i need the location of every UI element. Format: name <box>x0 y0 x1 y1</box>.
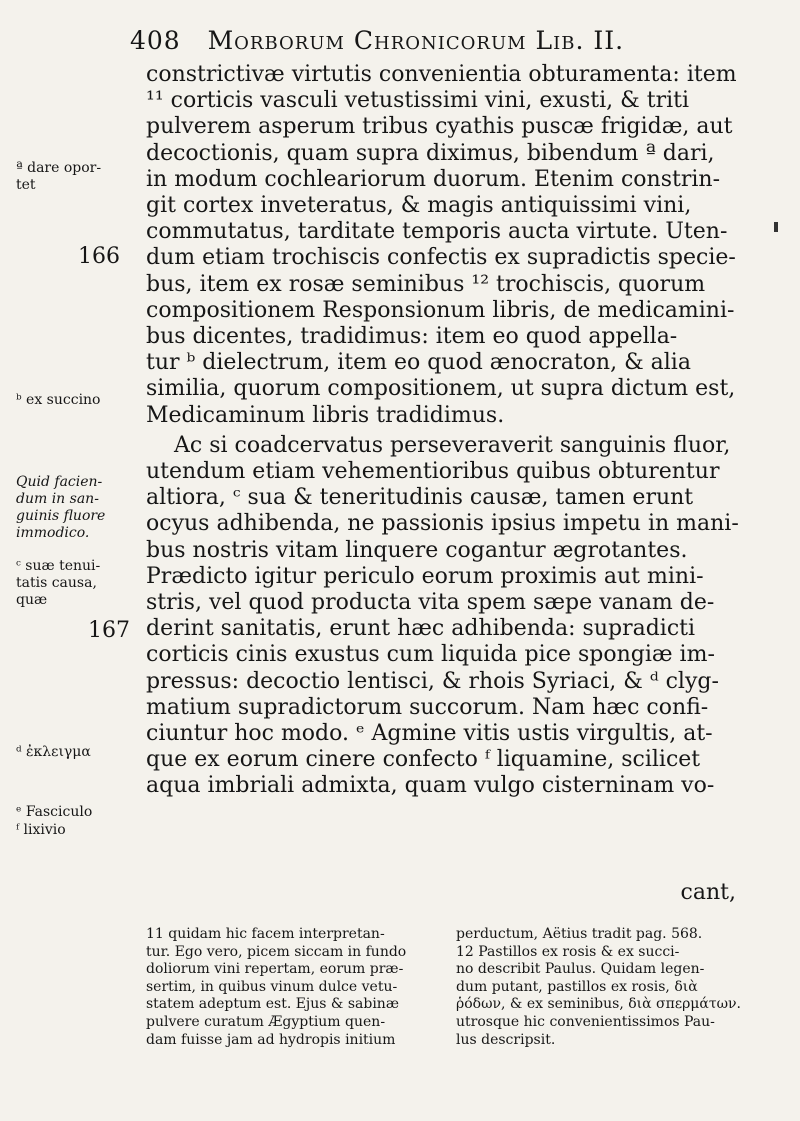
catchword: cant, <box>680 880 736 905</box>
body-text-line: bus, item ex rosæ seminibus ¹² trochiscis, quorum <box>146 271 706 297</box>
body-text-line: pressus: decoctio lentisci, & rhois Syriaci, & ᵈ clyg- <box>146 668 719 694</box>
body-text-line: compositionem Responsionum libris, de medicamini- <box>146 297 735 323</box>
body-text-line: dum etiam trochiscis confectis ex supradictis specie- <box>146 245 736 271</box>
body-text-line: similia, quorum compositionem, ut supra dictum est, <box>146 376 736 402</box>
body-text-line: bus nostris vitam linquere cogantur ægrotantes. <box>146 537 688 563</box>
footnote-line: lus descripsit. <box>456 1031 556 1048</box>
margin-line-number-166: 166 <box>78 244 120 269</box>
footnote-line: dum putant, pastillos ex rosis, διὰ <box>456 978 698 995</box>
body-text-line: tur ᵇ dielectrum, item eo quod ænocraton, & alia <box>146 350 691 376</box>
page-edge-mark <box>774 222 778 232</box>
running-title: Morborum Chronicorum Lib. II. <box>207 26 625 55</box>
footnote-line: 12 Pastillos ex rosis & ex succi- <box>456 943 680 960</box>
margin-topic-note: Quid facien- dum in san- guinis fluore immodico. <box>16 474 106 541</box>
footnote-line: sertim, in quibus vinum dulce vetu- <box>146 978 398 995</box>
body-text-line: constrictivæ virtutis convenientia obturamenta: item <box>146 62 737 87</box>
footnotes-left-column <box>146 926 436 1049</box>
footnote-line: pulvere curatum Ægyptium quen- <box>146 1013 386 1030</box>
footnote-line: ῥόδων, & ex seminibus, διὰ σπερμάτων. <box>456 996 741 1013</box>
body-text-line: que ex eorum cinere confecto ᶠ liquamine, scilicet <box>146 747 701 773</box>
margin-line-number-167: 167 <box>88 618 130 643</box>
body-text-line: ¹¹ corticis vasculi vetustissimi vini, exusti, & triti <box>146 88 690 114</box>
body-text-line: matium supradictorum succorum. Nam hæc confi- <box>146 694 709 720</box>
footnote-line: dam fuisse jam ad hydropis initium <box>146 1031 396 1048</box>
margin-note-e: ᵉ Fasciculo <box>16 804 93 820</box>
footnote-line: doliorum vini repertam, eorum præ- <box>146 961 404 978</box>
margin-note-b: ᵇ ex succino <box>16 392 101 408</box>
body-text-line: corticis cinis exustus cum liquida pice spongiæ im- <box>146 642 715 668</box>
body-text-line: git cortex inveteratus, & magis antiquissimi vini, <box>146 193 692 218</box>
body-text-line: utendum etiam vehementioribus quibus obturentur <box>146 459 720 484</box>
footnotes-right-column <box>456 926 746 1049</box>
body-text-line: Prædicto igitur periculo eorum proximis aut mini- <box>146 563 704 589</box>
body-text-line: aqua imbriali admixta, quam vulgo cisterninam vo- <box>146 773 715 799</box>
footnote-line: no describit Paulus. Quidam legen- <box>456 961 705 978</box>
margin-note-a: ª dare opor- tet <box>16 160 102 193</box>
running-header <box>130 26 690 55</box>
body-text-line: altiora, ᶜ sua & teneritudinis causæ, tamen erunt <box>146 485 694 511</box>
body-text-line: pulverem asperum tribus cyathis puscæ frigidæ, aut <box>146 114 733 140</box>
body-text-line: ocyus adhibenda, ne passionis ipsius impetu in mani- <box>146 511 739 537</box>
page-number: 408 <box>130 26 181 55</box>
body-text-line: Ac si coadcervatus perseveraverit sanguinis fluor, <box>174 432 731 458</box>
margin-note-d: ᵈ ἐκλειγμα <box>16 744 91 760</box>
body-text-line: bus dicentes, tradidimus: item eo quod appella- <box>146 324 678 349</box>
body-text-line: Medicaminum libris tradidimus. <box>146 402 505 428</box>
margin-note-f: ᶠ lixivio <box>16 822 66 838</box>
footnote-line: 11 quidam hic facem interpretan- <box>146 926 385 942</box>
body-text-line: in modum cochleariorum duorum. Etenim constrin- <box>146 166 721 192</box>
body-text-line: commutatus, tarditate temporis aucta virtute. Uten- <box>146 219 728 245</box>
margin-note-c: ᶜ suæ tenui- tatis causa, quæ <box>16 558 101 608</box>
body-text-line: derint sanitatis, erunt hæc adhibenda: supradicti <box>146 616 696 642</box>
body-text-line: stris, vel quod producta vita spem sæpe vanam de- <box>146 590 715 615</box>
footnote-line: tur. Ego vero, picem siccam in fundo <box>146 943 407 960</box>
footnote-line: utrosque hic convenientissimos Pau- <box>456 1013 715 1030</box>
footnote-line: perductum, Aëtius tradit pag. 568. <box>456 926 703 942</box>
body-text-line: ciuntur hoc modo. ᵉ Agmine vitis ustis virgultis, at- <box>146 721 713 746</box>
body-text-line: decoctionis, quam supra diximus, bibendum ª dari, <box>146 140 715 166</box>
footnote-line: statem adeptum est. Ejus & sabinæ <box>146 996 399 1013</box>
